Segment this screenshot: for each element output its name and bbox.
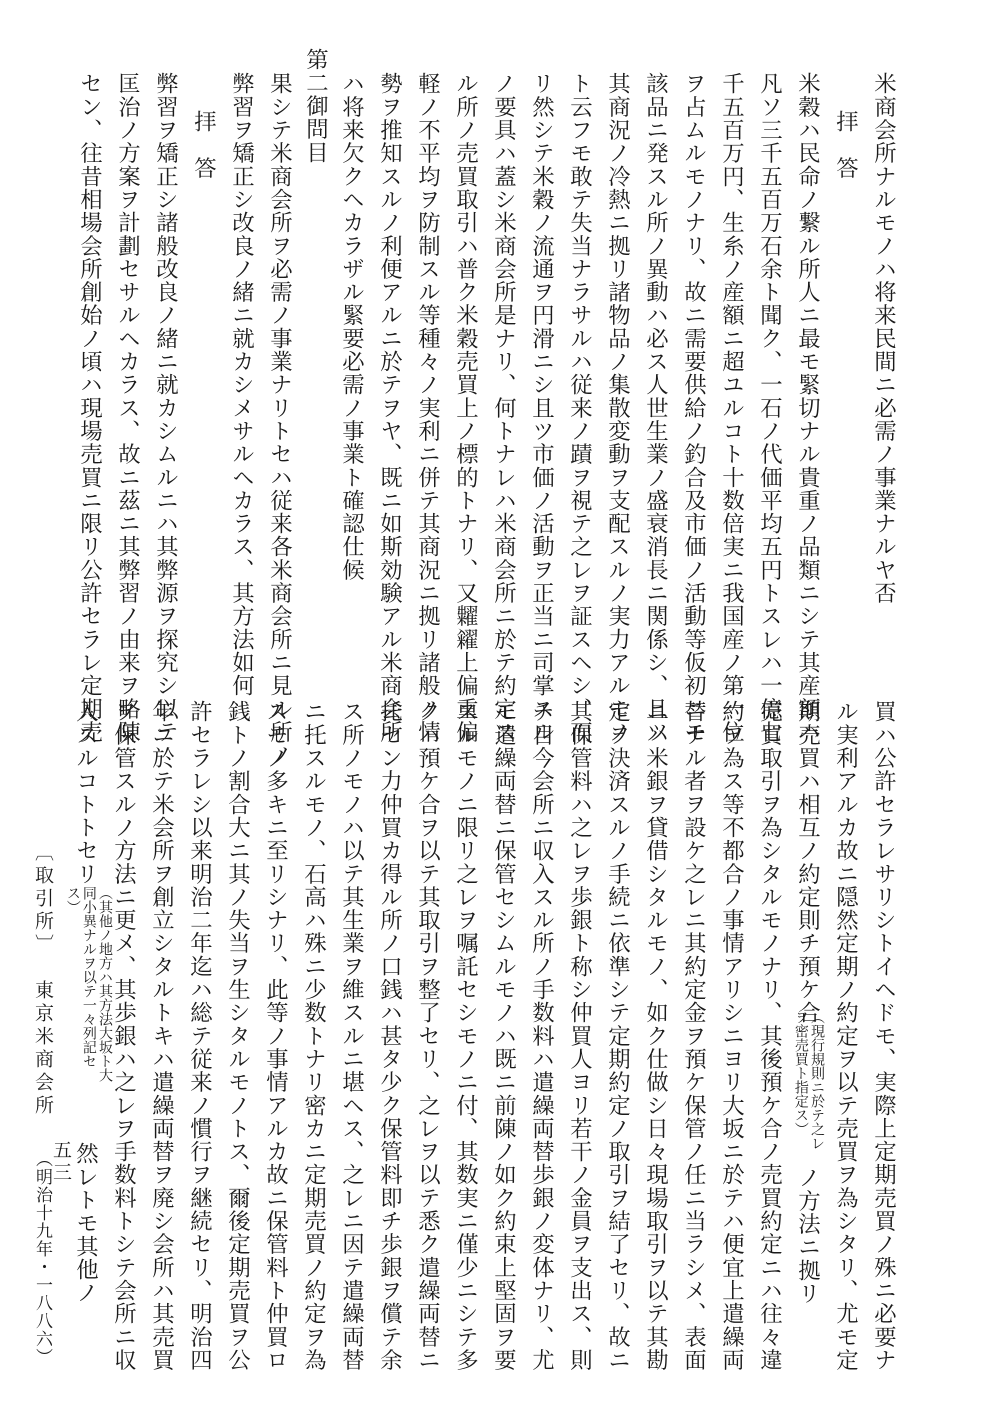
text-column: 其商況ノ冷熱ニ拠リ諸物品ノ集散変動ヲ支配スルノ実力アルモノ — [604, 72, 631, 744]
text-column: ル実利アルカ故ニ隠然定期ノ約定ヲ以テ売買ヲ為シタリ、尤モ定 — [832, 700, 859, 1372]
page-number: 五三 — [50, 1140, 72, 1184]
text-column: 該品ニ発スル所ノ異動ハ必ス人世生業ノ盛衰消長ニ関係シ、且ツ — [642, 72, 669, 744]
text-column: ノ要具ハ蓋シ米商会所是ナリ、何トナレハ米商会所ニ於テ約定ス — [490, 72, 517, 744]
text-column: ハ将来欠クヘカラザル緊要必需ノ事業ト確認仕候 — [338, 72, 365, 582]
text-column: リ然シテ米穀ノ流通ヲ円滑ニシ且ツ市価ノ活動ヲ正当ニ司掌スル — [528, 72, 555, 744]
heading-answer: 拝 答 — [190, 110, 217, 180]
text-column: 期売買ハ相互ノ約定則チ預ケ合 — [794, 700, 821, 1025]
text-column: 入スルコトトセリ — [72, 700, 99, 886]
heading-answer: 拝 答 — [832, 110, 859, 180]
text-column: 米穀ハ民命ノ繋ル所人ニ最モ緊切ナル貴重ノ品類ニシテ其産額ハ — [794, 72, 821, 744]
source-date: （明治十九年・一八八六） — [32, 1150, 52, 1366]
text-column: 匡治ノ方案ヲ計劃セサルヘカラス、故ニ茲ニ其弊習ノ由来ヲ略陳 — [114, 72, 141, 744]
text-column: 千五百万円、生糸ノ産額ニ超ユルコト十数倍実ニ我国産ノ第一位 — [718, 72, 745, 744]
text-column: 銭トノ割合大ニ其ノ失当ヲ生シタルモノトス、爾後定期売買ヲ公 — [224, 700, 251, 1372]
heading-question-2: 第二御問目 — [302, 48, 329, 164]
text-column: ヲ保管スルノ方法ニ更メ、其歩銀ハ之レヲ手数料トシテ会所ニ収 — [110, 700, 137, 1372]
text-column: 果シテ米商会所ヲ必需ノ事業ナリトセハ従来各米商会所ニ見ル所ノ — [266, 72, 293, 767]
text-column: チ目今会所ニ収入スル所ノ手数料ハ遣繰両替歩銀ノ変体ナリ、尤 — [528, 700, 555, 1372]
text-column: スルモノニ限リ之レヲ嘱託セシモノニ付、其数実ニ僅少ニシテ多 — [452, 700, 479, 1372]
text-column: スモノ多キニ至リシナリ、此等ノ事情アルカ故ニ保管料ト仲買ロ — [262, 700, 289, 1372]
text-column-tail: 然レトモ其他ノ — [72, 1142, 99, 1305]
text-column: 定ヲ決済スルノ手続ニ依準シテ定期約定ノ取引ヲ結了セリ、故ニ — [604, 700, 631, 1372]
source-tag: 〔取引所〕 — [32, 842, 54, 957]
text-column: ト云フモ敢テ失当ナラサルハ従来ノ蹟ヲ視テ之レヲ証スヘシ、而 — [566, 72, 593, 744]
text-column: モ遣繰両替ニ保管セシムルモノハ既ニ前陳ノ如ク約束上堅固ヲ要 — [490, 700, 517, 1372]
text-column: 托セン力仲買カ得ル所ノ口銭ハ甚タ少ク保管料即チ歩銀ヲ償テ余 — [376, 700, 403, 1372]
inline-note: （現行規則ニ於テ之レヲ密売買ト指定ス） — [792, 1010, 825, 1150]
text-column: 替ナル者ヲ設ケ之レニ其約定金ヲ預ケ保管ノ任ニ当ラシメ、表面 — [680, 700, 707, 1372]
text-column: 米商会所ナルモノハ将来民間ニ必需ノ事業ナルヤ否 — [870, 72, 897, 605]
text-column: 凡ソ三千五百万石余ト聞ク、一石ノ代価平均五円トスレハ一億七 — [756, 72, 783, 744]
text-column: 其保管料ハ之レヲ歩銀ト称シ仲買人ヨリ若干ノ金員ヲ支出ス、則 — [566, 700, 593, 1372]
text-column: 約ヲ為ス等不都合ノ事情アリシニヨリ大坂ニ於テハ便宜上遣繰両 — [718, 700, 745, 1372]
text-column: 許セラレシ以来明治二年迄ハ総テ従来ノ慣行ヲ継続セリ、明治四 — [186, 700, 213, 1372]
text-column: ニハ米銀ヲ貸借シタルモノ、如ク仕做シ日々現場取引ヲ以テ其勘 — [642, 700, 669, 1372]
source-name: 東京米商会所 — [32, 980, 54, 1118]
inline-note: （其他ノ地方ハ其方法大坂ト大同小異ナルヲ以テ一々列記セス） — [64, 886, 113, 1082]
text-column: 買ハ公許セラレサリシトイヘドモ、実際上定期売買ノ殊ニ必要ナ — [870, 700, 897, 1372]
text-column: ス所ノモノハ以テ其生業ヲ維スルニ堪ヘス、之レニ因テ遣繰両替 — [338, 700, 365, 1372]
text-column: 軽ノ不平均ヲ防制スル等種々ノ実利ニ併テ其商況ニ拠リ諸般ノ情 — [414, 72, 441, 744]
text-column: セン、往昔相場会所創始ノ頃ハ現場売買ニ限リ公許セラレ定期売 — [76, 72, 103, 744]
text-column: 年ニ於テ米会所ヲ創立シタルトキハ遣繰両替ヲ廃シ会所ハ其売買 — [148, 700, 175, 1372]
text-column: クハ預ケ合ヲ以テ其取引ヲ整了セリ、之レヲ以テ悉ク遣繰両替ニ — [414, 700, 441, 1372]
text-column: ヲ占ムルモノナリ、故ニ需要供給ノ釣合及市価ノ活動等仮初ニモ — [680, 72, 707, 744]
text-column: 弊習ヲ矯正シ改良ノ緒ニ就カシメサルヘカラス、其方法如何 — [228, 72, 255, 698]
text-column: ル所ノ売買取引ハ普ク米穀売買上ノ標的トナリ、又糶糴上偏重偏 — [452, 72, 479, 744]
text-column: ニ托スルモノ、石高ハ殊ニ少数トナリ密カニ定期売買ノ約定ヲ為 — [300, 700, 327, 1372]
text-column: 勢ヲ推知スルノ利便アルニ於テヲヤ、既ニ如斯効験アル米商会所 — [376, 72, 403, 744]
text-column: 弊習ヲ矯正シ諸般改良ノ緒ニ就カシムルニハ其弊源ヲ探究シ以テ — [152, 72, 179, 744]
text-column-tail: ノ方法ニ拠リ — [794, 1166, 821, 1305]
text-column: 売買取引ヲ為シタルモノナリ、其後預ケ合ノ売買約定ニハ往々違 — [756, 700, 783, 1372]
